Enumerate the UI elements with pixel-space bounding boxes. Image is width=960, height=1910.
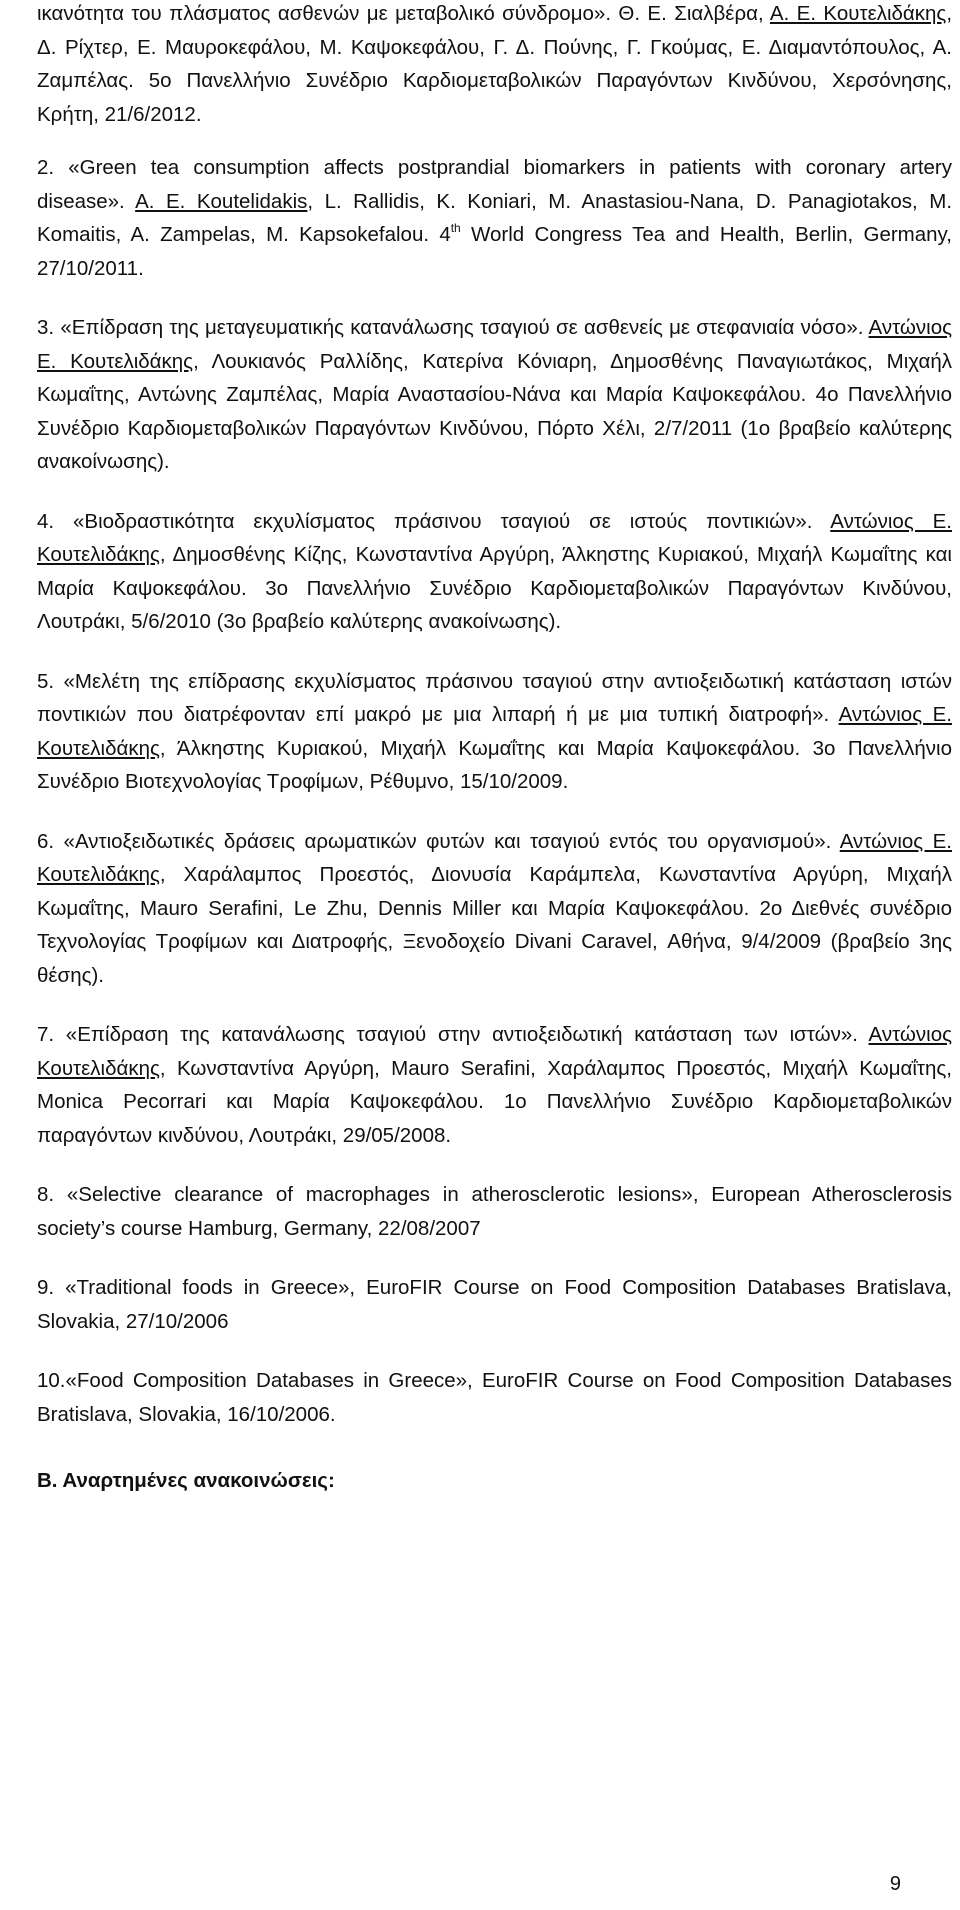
author-name: Αντώνιος Ε. Κουτελιδάκης [37, 509, 952, 566]
section-heading: Β. Αναρτημένες ανακοινώσεις: [37, 1469, 335, 1492]
author-name: Αντώνιος Ε. Κουτελιδάκης [37, 829, 952, 886]
author-name: A. E. Koutelidakis [135, 189, 308, 213]
author-name: Αντώνιος Ε. Κουτελιδάκης [37, 703, 952, 760]
publication-entry-1-continued: ικανότητα του πλάσματος ασθενών με μεταβολικό σύνδρομο». Θ. Ε. Σιαλβέρα, Α. Ε. Κουτελιδάκης, Δ. Ρίχτερ, Ε. Μαυροκεφάλου, Μ. Καψοκεφάλου, Γ. Δ. Πούνης, Γ. Γκούμας, Ε. Διαμαντόπουλος, Α. Ζαμπέλας. 5ο Πανελλήνιο Συνέδριο Καρδιομεταβολικών Παραγόντων Κινδύνου, Χερσόνησης, Κρήτη, 21/6/2012. [37, 2, 953, 126]
publication-entry-8: 8. «Selective clearance of macrophages in atherosclerotic lesions», European Atherosclerosis society’s course Hamburg, Germany, 22/08/2007 [37, 1183, 952, 1240]
publication-entry-4: 4. «Βιοδραστικότητα εκχυλίσματος πράσινου τσαγιού σε ιστούς ποντικιών». Αντώνιος Ε. Κουτελιδάκης, Δημοσθένης Κίζης, Κωνσταντίνα Αργύρη, Άλκηστης Κυριακού, Μιχαήλ Κωμαΐτης και Μαρία Καψοκεφάλου. 3ο Πανελλήνιο Συνέδριο Καρδιομεταβολικών Παραγόντων Κινδύνου, Λουτράκι, 5/6/2010 (3ο βραβείο καλύτερης ανακοίνωσης). [37, 509, 952, 633]
document-page [37, 0, 952, 1498]
publication-entry-7: 7. «Επίδραση της κατανάλωσης τσαγιού στην αντιοξειδωτική κατάσταση των ιστών». Αντώνιος Κουτελιδάκης, Κωνσταντίνα Αργύρη, Mauro Serafini, Χαράλαμπος Προεστός, Μιχαήλ Κωμαΐτης, Monica Pecorrari και Μαρία Καψοκεφάλου. 1ο Πανελλήνιο Συνέδριο Καρδιομεταβολικών παραγόντων κινδύνου, Λουτράκι, 29/05/2008. [37, 1023, 952, 1147]
publication-entry-9: 9. «Traditional foods in Greece», EuroFIR Course on Food Composition Databases Bratislava, Slovakia, 27/10/2006 [37, 1276, 952, 1333]
page-number: 9 [889, 1873, 901, 1895]
author-name: Αντώνιος Κουτελιδάκης [37, 1023, 952, 1080]
ordinal-superscript: th [450, 221, 461, 235]
author-name: Α. Ε. Κουτελιδάκης [769, 2, 947, 25]
author-name: Αντώνιος Ε. Κουτελιδάκης [37, 316, 952, 373]
publication-entry-10: 10.«Food Composition Databases in Greece», EuroFIR Course on Food Composition Databases Bratislava, Slovakia, 16/10/2006. [37, 1369, 952, 1426]
publication-entry-2: 2. «Green tea consumption affects postprandial biomarkers in patients with coronary artery disease». A. E. Koutelidakis, L. Rallidis, K. Koniari, M. Anastasiou-Nana, D. Panagiotakos, M. Komaitis, A. Zampelas, M. Kapsokefalou. 4th World Congress Tea and Health, Berlin, Germany, 27/10/2011. [37, 156, 953, 280]
publication-entry-5: 5. «Μελέτη της επίδρασης εκχυλίσματος πράσινου τσαγιού στην αντιοξειδωτική κατάσταση ιστών ποντικιών που διατρέφονταν επί μακρό με μια λιπαρή ή με μια τυπική διατροφή». Αντώνιος Ε. Κουτελιδάκης, Άλκηστης Κυριακού, Μιχαήλ Κωμαΐτης και Μαρία Καψοκεφάλου. 3ο Πανελλήνιο Συνέδριο Βιοτεχνολογίας Τροφίμων, Ρέθυμνο, 15/10/2009. [37, 669, 952, 793]
publication-entry-6: 6. «Αντιοξειδωτικές δράσεις αρωματικών φυτών και τσαγιού εντός του οργανισμού». Αντώνιος Ε. Κουτελιδάκης, Χαράλαμπος Προεστός, Διονυσία Καράμπελα, Κωνσταντίνα Αργύρη, Μιχαήλ Κωμαΐτης, Mauro Serafini, Le Zhu, Dennis Miller και Μαρία Καψοκεφάλου. 2ο Διεθνές συνέδριο Τεχνολογίας Τροφίμων και Διατροφής, Ξενοδοχείο Divani Caravel, Αθήνα, 9/4/2009 (βραβείο 3ης θέσης). [37, 829, 952, 987]
publication-entry-3: 3. «Επίδραση της μεταγευματικής κατανάλωσης τσαγιού σε ασθενείς με στεφανιαία νόσο». Αντώνιος Ε. Κουτελιδάκης, Λουκιανός Ραλλίδης, Κατερίνα Κόνιαρη, Δημοσθένης Παναγιωτάκος, Μιχαήλ Κωμαΐτης, Αντώνης Ζαμπέλας, Μαρία Αναστασίου-Νάνα και Μαρία Καψοκεφάλου. 4ο Πανελλήνιο Συνέδριο Καρδιομεταβολικών Παραγόντων Κινδύνου, Πόρτο Χέλι, 2/7/2011 (1ο βραβείο καλύτερης ανακοίνωσης). [37, 316, 952, 473]
